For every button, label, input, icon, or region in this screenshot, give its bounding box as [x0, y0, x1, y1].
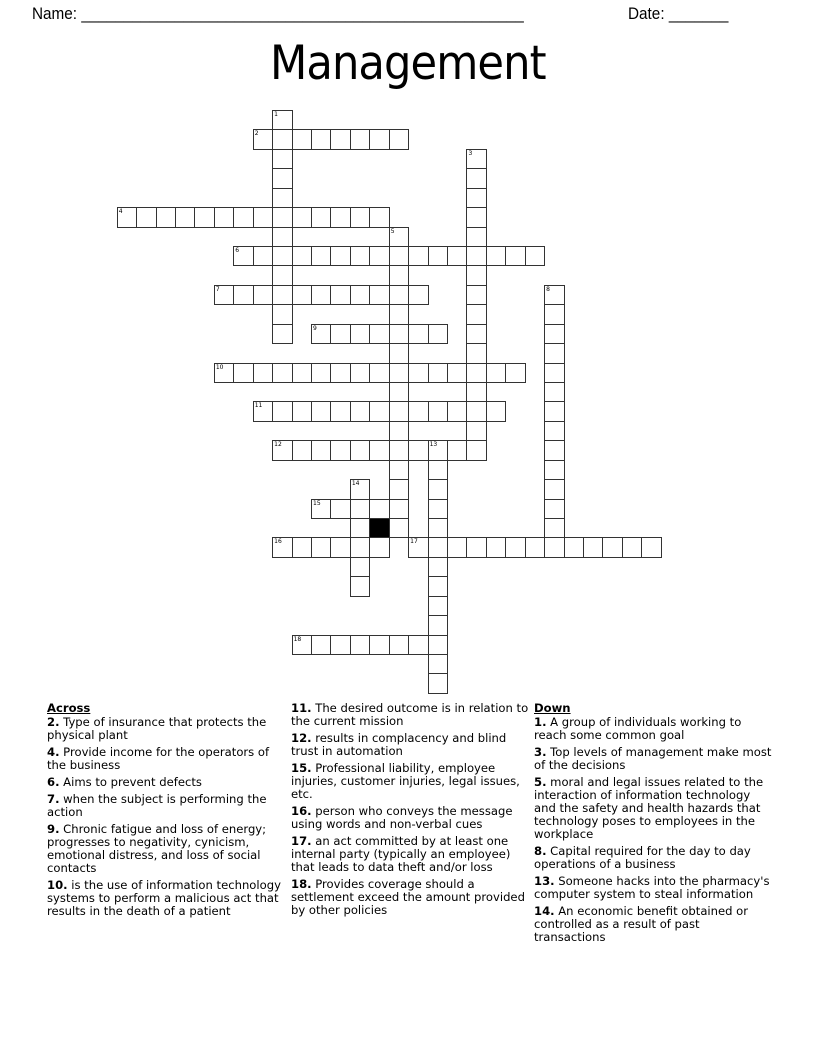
clue-item	[291, 732, 529, 758]
grid-cell[interactable]	[389, 246, 409, 266]
cell-number: 14	[351, 480, 360, 488]
clue-number: 5.	[534, 775, 547, 789]
grid-cell[interactable]	[272, 324, 292, 344]
grid-cell[interactable]	[486, 246, 506, 266]
grid-cell[interactable]	[350, 479, 370, 499]
grid-cell[interactable]	[369, 499, 389, 519]
grid-cell[interactable]	[272, 363, 292, 383]
grid-cell[interactable]	[350, 129, 370, 149]
grid-cell[interactable]	[389, 227, 409, 247]
clue-item	[291, 835, 529, 874]
grid-cell[interactable]	[447, 246, 467, 266]
grid-cell[interactable]	[389, 421, 409, 441]
grid-cell[interactable]	[253, 246, 273, 266]
grid-cell[interactable]	[350, 557, 370, 577]
clue-text: an act committed by at least one internal party (typically an employee) that leads to data theft and/or loss	[291, 834, 511, 874]
grid-cell[interactable]	[292, 207, 312, 227]
clue-item	[291, 805, 529, 831]
grid-cell[interactable]	[447, 537, 467, 557]
clue-text: Aims to prevent defects	[63, 775, 202, 789]
cell-number: 4	[118, 208, 123, 216]
name-field-label: Name: ____________________________________________________	[32, 4, 524, 23]
grid-cell[interactable]	[369, 401, 389, 421]
grid-cell[interactable]	[389, 518, 409, 538]
cell-number: 12	[274, 441, 282, 449]
cell-number: 1	[274, 111, 278, 118]
cell-number: 11	[254, 402, 263, 410]
grid-cell[interactable]	[466, 537, 486, 557]
down-heading: Down	[534, 701, 571, 715]
grid-cell[interactable]	[466, 265, 486, 285]
cell-number: 8	[546, 285, 550, 293]
grid-cell[interactable]	[428, 673, 448, 693]
grid-cell[interactable]	[408, 363, 428, 383]
cell-number: 9	[313, 324, 317, 332]
grid-cell[interactable]	[350, 499, 370, 519]
grid-cell[interactable]	[408, 285, 428, 305]
grid-cell[interactable]	[428, 596, 448, 616]
grid-cell[interactable]	[505, 246, 525, 266]
grid-cell[interactable]	[544, 440, 564, 460]
grid-cell[interactable]	[117, 207, 137, 227]
across-clues-continued	[291, 702, 529, 921]
grid-cell[interactable]	[136, 207, 156, 227]
grid-cell[interactable]	[330, 129, 350, 149]
grid-cell[interactable]	[272, 265, 292, 285]
grid-cell[interactable]	[428, 246, 448, 266]
grid-cell[interactable]	[389, 401, 409, 421]
grid-cell[interactable]	[233, 285, 253, 305]
grid-cell[interactable]	[330, 246, 350, 266]
grid-cell[interactable]	[428, 401, 448, 421]
grid-cell[interactable]	[330, 537, 350, 557]
grid-cell[interactable]	[272, 188, 292, 208]
grid-cell[interactable]	[447, 363, 467, 383]
clue-number: 9.	[47, 822, 60, 836]
clue-item	[534, 716, 772, 742]
grid-cell[interactable]	[544, 518, 564, 538]
grid-cell[interactable]	[311, 324, 331, 344]
grid-cell[interactable]	[311, 246, 331, 266]
clue-text: results in complacency and blind trust in automation	[291, 731, 507, 758]
clue-item	[534, 776, 772, 841]
grid-cell[interactable]	[272, 207, 292, 227]
grid-cell[interactable]	[428, 615, 448, 635]
clue-number: 7.	[47, 792, 60, 806]
grid-cell[interactable]	[466, 188, 486, 208]
grid-cell[interactable]	[311, 129, 331, 149]
grid-cell[interactable]	[389, 343, 409, 363]
grid-cell[interactable]	[486, 537, 506, 557]
cell-number: 5	[390, 227, 395, 235]
clue-text: Provide income for the operators of the business	[47, 745, 270, 772]
grid-cell[interactable]	[369, 363, 389, 383]
clue-number: 12.	[291, 731, 312, 745]
clue-number: 10.	[47, 878, 68, 892]
clue-text: A group of individuals working to reach some common goal	[534, 715, 742, 742]
grid-cell[interactable]	[544, 421, 564, 441]
grid-cell[interactable]	[486, 401, 506, 421]
grid-cell[interactable]	[253, 363, 273, 383]
clue-item	[47, 879, 285, 918]
grid-cell[interactable]	[544, 382, 564, 402]
across-clues	[47, 702, 285, 922]
grid-cell[interactable]	[466, 149, 486, 169]
grid-cell[interactable]	[214, 363, 234, 383]
clue-number: 14.	[534, 904, 555, 918]
grid-cell[interactable]	[525, 537, 545, 557]
clue-text: Capital required for the day to day operations of a business	[534, 844, 751, 871]
clue-text: is the use of information technology systems to perform a malicious act that results in the death of a patient	[47, 878, 281, 918]
grid-cell[interactable]	[466, 304, 486, 324]
clue-item	[534, 845, 772, 871]
across-heading: Across	[47, 701, 91, 715]
grid-cell[interactable]	[311, 401, 331, 421]
grid-cell[interactable]	[466, 440, 486, 460]
grid-cell[interactable]	[428, 537, 448, 557]
clue-item	[47, 793, 285, 819]
date-field-label: Date: _______	[628, 4, 729, 23]
grid-cell[interactable]	[544, 363, 564, 383]
cell-number: 2	[254, 130, 259, 138]
grid-cell[interactable]	[214, 207, 234, 227]
grid-cell[interactable]	[544, 499, 564, 519]
grid-cell[interactable]	[330, 324, 350, 344]
clue-text: Professional liability, employee injuries, customer injuries, legal issues, etc.	[291, 761, 520, 801]
grid-cell[interactable]	[350, 440, 370, 460]
grid-cell[interactable]	[311, 285, 331, 305]
grid-cell[interactable]	[330, 401, 350, 421]
grid-cell[interactable]	[428, 324, 448, 344]
grid-cell[interactable]	[389, 285, 409, 305]
grid-cell[interactable]	[350, 324, 370, 344]
grid-cell[interactable]	[447, 440, 467, 460]
grid-cell[interactable]	[389, 460, 409, 480]
grid-cell[interactable]	[544, 537, 564, 557]
cell-number: 17	[410, 538, 418, 546]
grid-cell[interactable]	[408, 440, 428, 460]
grid-cell[interactable]	[544, 304, 564, 324]
clue-number: 13.	[534, 874, 555, 888]
grid-cell[interactable]	[428, 440, 448, 460]
cell-number: 6	[235, 247, 240, 254]
grid-cell[interactable]	[330, 363, 350, 383]
grid-cell[interactable]	[428, 576, 448, 596]
clue-text: An economic benefit obtained or controlled as a result of past transactions	[534, 904, 749, 944]
clue-text: The desired outcome is in relation to the current mission	[291, 701, 529, 728]
grid-cell[interactable]	[389, 304, 409, 324]
grid-cell[interactable]	[525, 246, 545, 266]
grid-cell[interactable]	[350, 285, 370, 305]
cell-number: 3	[468, 149, 473, 157]
grid-cell[interactable]	[330, 207, 350, 227]
cell-number: 10	[215, 363, 224, 371]
grid-cell[interactable]	[544, 401, 564, 421]
grid-cell[interactable]	[428, 363, 448, 383]
black-cell	[369, 518, 389, 538]
grid-cell[interactable]	[272, 304, 292, 324]
grid-cell[interactable]	[253, 285, 273, 305]
grid-cell[interactable]	[330, 499, 350, 519]
grid-cell[interactable]	[350, 401, 370, 421]
cell-number: 18	[293, 635, 302, 643]
clue-number: 18.	[291, 877, 312, 891]
grid-cell[interactable]	[233, 363, 253, 383]
grid-cell[interactable]	[350, 363, 370, 383]
grid-cell[interactable]	[583, 537, 603, 557]
grid-cell[interactable]	[466, 227, 486, 247]
clue-item	[47, 776, 285, 789]
grid-cell[interactable]	[350, 518, 370, 538]
grid-cell[interactable]	[408, 246, 428, 266]
grid-cell[interactable]	[253, 207, 273, 227]
grid-cell[interactable]	[466, 343, 486, 363]
grid-cell[interactable]	[292, 285, 312, 305]
grid-cell[interactable]	[466, 168, 486, 188]
grid-cell[interactable]	[253, 401, 273, 421]
clue-number: 6.	[47, 775, 60, 789]
grid-cell[interactable]	[466, 382, 486, 402]
grid-cell[interactable]	[466, 207, 486, 227]
grid-cell[interactable]	[428, 460, 448, 480]
clue-item	[291, 878, 529, 917]
grid-cell[interactable]	[292, 246, 312, 266]
grid-cell[interactable]	[389, 382, 409, 402]
grid-cell[interactable]	[505, 537, 525, 557]
grid-cell[interactable]	[622, 537, 642, 557]
grid-cell[interactable]	[350, 635, 370, 655]
grid-cell[interactable]	[389, 363, 409, 383]
grid-cell[interactable]	[544, 285, 564, 305]
grid-cell[interactable]	[544, 479, 564, 499]
clue-item	[291, 762, 529, 801]
grid-cell[interactable]	[389, 499, 409, 519]
grid-cell[interactable]	[466, 324, 486, 344]
clue-number: 15.	[291, 761, 312, 775]
clue-number: 2.	[47, 715, 60, 729]
cell-number: 15	[313, 499, 321, 507]
grid-cell[interactable]	[311, 207, 331, 227]
grid-cell[interactable]	[466, 421, 486, 441]
grid-cell[interactable]	[389, 635, 409, 655]
grid-cell[interactable]	[350, 246, 370, 266]
grid-cell[interactable]	[544, 343, 564, 363]
grid-cell[interactable]	[369, 635, 389, 655]
grid-cell[interactable]	[428, 499, 448, 519]
grid-cell[interactable]	[428, 557, 448, 577]
grid-cell[interactable]	[389, 265, 409, 285]
clue-text: Chronic fatigue and loss of energy; progresses to negativity, cynicism, emotional distress, and loss of social contacts	[47, 822, 267, 875]
clue-number: 3.	[534, 745, 547, 759]
grid-cell[interactable]	[369, 129, 389, 149]
clue-number: 4.	[47, 745, 60, 759]
grid-cell[interactable]	[350, 576, 370, 596]
clue-text: Provides coverage should a settlement exceed the amount provided by other policies	[291, 877, 525, 917]
clue-number: 1.	[534, 715, 547, 729]
grid-cell[interactable]	[466, 401, 486, 421]
grid-cell[interactable]	[408, 324, 428, 344]
grid-cell[interactable]	[369, 285, 389, 305]
grid-cell[interactable]	[330, 285, 350, 305]
clue-item	[534, 746, 772, 772]
grid-cell[interactable]	[214, 285, 234, 305]
grid-cell[interactable]	[369, 246, 389, 266]
grid-cell[interactable]	[408, 635, 428, 655]
grid-cell[interactable]	[272, 129, 292, 149]
grid-cell[interactable]	[272, 440, 292, 460]
clue-number: 11.	[291, 701, 312, 715]
grid-cell[interactable]	[194, 207, 214, 227]
grid-cell[interactable]	[272, 227, 292, 247]
clue-text: when the subject is performing the action	[47, 792, 267, 819]
grid-cell[interactable]	[369, 440, 389, 460]
clue-text: Type of insurance that protects the physical plant	[47, 715, 267, 742]
clue-item	[534, 875, 772, 901]
grid-cell[interactable]	[311, 635, 331, 655]
grid-cell[interactable]	[272, 149, 292, 169]
grid-cell[interactable]	[486, 363, 506, 383]
clue-text: Top levels of management make most of the decisions	[534, 745, 772, 772]
grid-cell[interactable]	[292, 537, 312, 557]
grid-cell[interactable]	[428, 654, 448, 674]
grid-cell[interactable]	[428, 635, 448, 655]
down-clues	[534, 702, 772, 948]
grid-cell[interactable]	[389, 440, 409, 460]
grid-cell[interactable]	[311, 363, 331, 383]
grid-cell[interactable]	[292, 635, 312, 655]
grid-cell[interactable]	[311, 440, 331, 460]
grid-cell[interactable]	[311, 499, 331, 519]
grid-cell[interactable]	[602, 537, 622, 557]
grid-cell[interactable]	[369, 324, 389, 344]
grid-cell[interactable]	[292, 363, 312, 383]
grid-cell[interactable]	[389, 479, 409, 499]
grid-cell[interactable]	[428, 479, 448, 499]
grid-cell[interactable]	[350, 537, 370, 557]
grid-cell[interactable]	[156, 207, 176, 227]
grid-cell[interactable]	[292, 440, 312, 460]
grid-cell[interactable]	[292, 401, 312, 421]
grid-cell[interactable]	[272, 110, 292, 130]
clue-text: Someone hacks into the pharmacy's computer system to steal information	[534, 874, 770, 901]
cell-number: 16	[274, 538, 282, 546]
cell-number: 13	[429, 441, 438, 449]
grid-cell[interactable]	[233, 246, 253, 266]
grid-cell[interactable]	[408, 537, 428, 557]
grid-cell[interactable]	[564, 537, 584, 557]
grid-cell[interactable]	[505, 363, 525, 383]
grid-cell[interactable]	[369, 537, 389, 557]
grid-cell[interactable]	[272, 285, 292, 305]
grid-cell[interactable]	[544, 460, 564, 480]
grid-cell[interactable]	[311, 537, 331, 557]
grid-cell[interactable]	[292, 129, 312, 149]
grid-cell[interactable]	[447, 401, 467, 421]
grid-cell[interactable]	[272, 401, 292, 421]
grid-cell[interactable]	[253, 129, 273, 149]
cell-number: 7	[215, 285, 220, 293]
clue-number: 17.	[291, 834, 312, 848]
grid-cell[interactable]	[175, 207, 195, 227]
grid-cell[interactable]	[544, 324, 564, 344]
clue-item	[47, 716, 285, 742]
grid-cell[interactable]	[389, 324, 409, 344]
clue-number: 8.	[534, 844, 547, 858]
grid-cell[interactable]	[641, 537, 661, 557]
grid-cell[interactable]	[466, 246, 486, 266]
grid-cell[interactable]	[389, 129, 409, 149]
grid-cell[interactable]	[466, 285, 486, 305]
grid-cell[interactable]	[330, 635, 350, 655]
grid-cell[interactable]	[350, 207, 370, 227]
grid-cell[interactable]	[428, 518, 448, 538]
clue-item	[534, 905, 772, 944]
title-text: Management	[270, 36, 546, 91]
clue-number: 16.	[291, 804, 312, 818]
grid-cell[interactable]	[272, 246, 292, 266]
grid-cell[interactable]	[272, 537, 292, 557]
grid-cell[interactable]	[233, 207, 253, 227]
grid-cell[interactable]	[408, 401, 428, 421]
grid-cell[interactable]	[272, 168, 292, 188]
grid-cell[interactable]	[369, 207, 389, 227]
clue-item	[47, 746, 285, 772]
clue-text: person who conveys the message using words and non-verbal cues	[291, 804, 513, 831]
grid-cell[interactable]	[466, 363, 486, 383]
clue-text: moral and legal issues related to the interaction of information technology and the safety and health hazards that technology poses to employees in the workplace	[534, 775, 764, 841]
grid-cell[interactable]	[330, 440, 350, 460]
clue-item	[291, 702, 529, 728]
clue-item	[47, 823, 285, 875]
